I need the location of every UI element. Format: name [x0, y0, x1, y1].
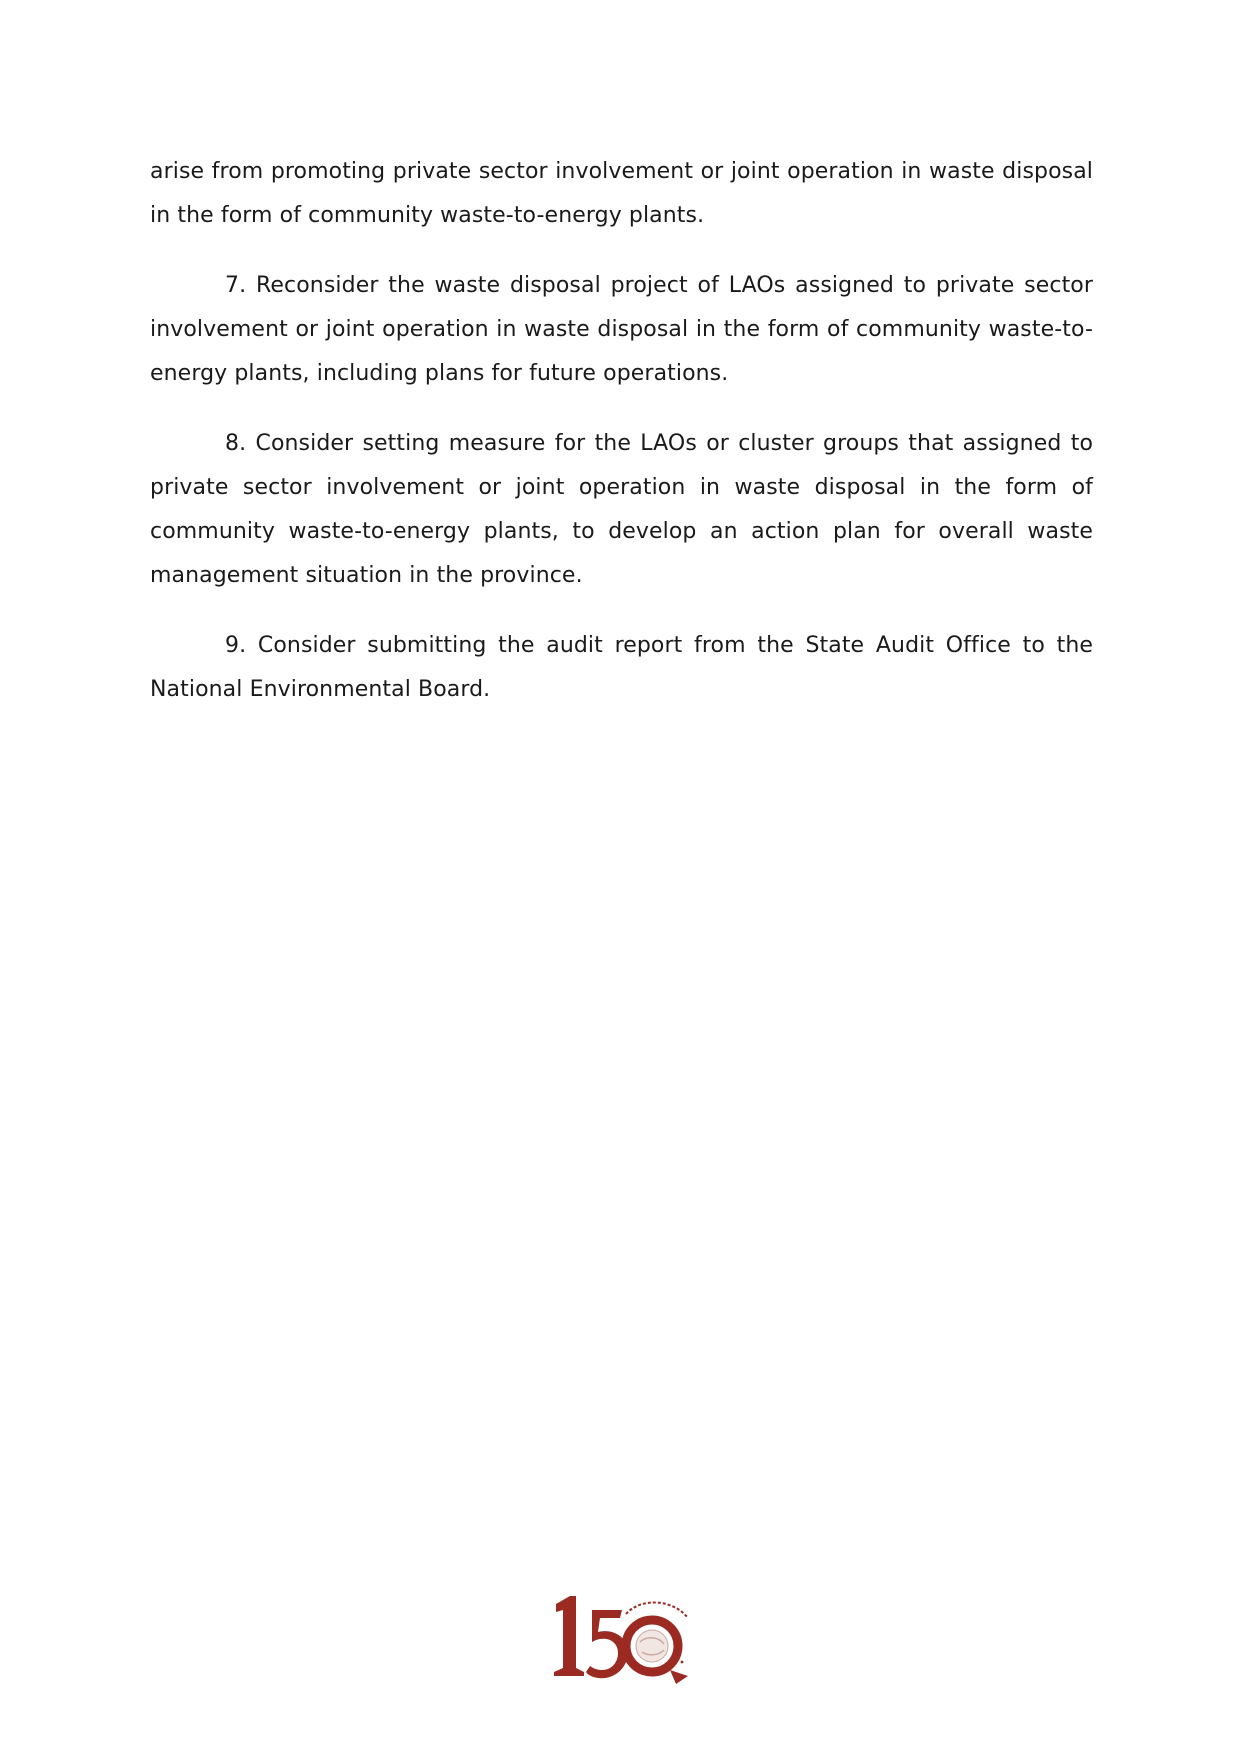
logo-arc-text — [626, 1602, 688, 1618]
paragraph-item-9: 9. Consider submitting the audit report from the State Audit Office to the National Environmental Board. — [150, 633, 1093, 702]
logo-globe — [636, 1630, 668, 1662]
logo-graphic — [548, 1590, 698, 1690]
paragraph-continuation: arise from promoting private sector involvement or joint operation in waste disposal in the form of community waste-to-energy plants. — [150, 159, 1093, 228]
logo-digit-one — [554, 1596, 584, 1676]
anniversary-150-logo-icon — [548, 1590, 698, 1690]
document-body — [150, 150, 1093, 738]
paragraph-item-8: 8. Consider setting measure for the LAOs or cluster groups that assigned to private sector involvement or joint operation in waste disposal in the form of community waste-to-energy plants, to develop an action plan for overall waste management situation in the province. — [150, 431, 1093, 588]
paragraph-item-7: 7. Reconsider the waste disposal project of LAOs assigned to private sector involvement or joint operation in waste disposal in the form of community waste-to-energy plants, including plans for future operations. — [150, 273, 1093, 386]
logo-arrow-icon — [670, 1670, 688, 1684]
